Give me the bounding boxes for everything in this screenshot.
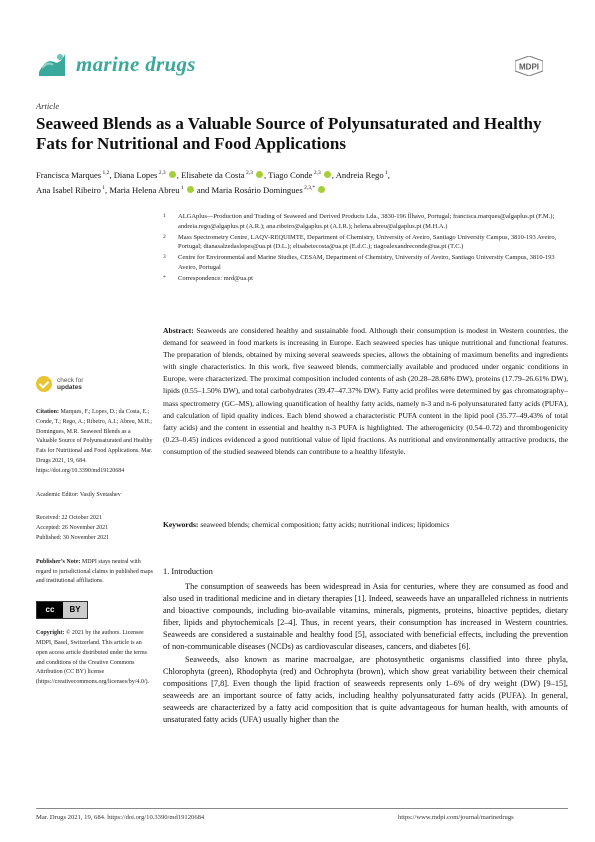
affiliation-number: 1 xyxy=(163,213,166,219)
orcid-icon[interactable] xyxy=(324,171,331,178)
author-affiliation-marker: 1 xyxy=(100,185,106,192)
footer-journal-link[interactable]: https://www.mdpi.com/journal/marinedrugs xyxy=(398,814,514,821)
affiliation-item xyxy=(163,212,568,232)
footer-divider xyxy=(36,808,568,809)
orcid-icon[interactable] xyxy=(187,186,194,193)
intro-paragraph-2: Seaweeds, also known as marine macroalgae, are photosynthetic organisms classified into three phyla, Chlorophyta (green), Rhodophyta (red) and Ochrophyta (brown), which show great variability between their chemical compositions [7,8]. Even though the lipid fraction of seaweeds represents only 1–6% of dry weight (DW) [9–15], seaweeds are an important source of fatty acids, including healthy polyunsaturated fatty acids (PUFA). In general, seaweeds are characterized by a fatty acid composition that is quite advantageous for human health, with amounts of unsaturated fatty acids (UFA) usually higher than the xyxy=(163,654,568,725)
keywords xyxy=(163,519,568,531)
intro-paragraph-1: The consumption of seaweeds has been widespread in Asia for centuries, where they are consumed as food and also used in traditional medicine and in dietary therapies [1]. Indeed, seaweeds have an unparalleled richness in nutrients and bioactive compounds, including bio-available vitamins, minerals, pigments, proteins, bioactive peptides, dietary fiber, lipids and phytochemicals [2–4]. Thus, in recent years, their consumption has increased in Western countries. Seaweeds are considered a sustainable and healthy food [5], associated with beneficial effects, including the prevention of non-communicable diseases (NCDs) as cardiovascular diseases, cancers, and diabetes [6]. xyxy=(163,582,568,652)
citation-text: Marques, F.; Lopes, D.; da Costa, E.; Conde, T.; Rego, A.; Ribeiro, A.I.; Abreu, M.H.; Domingues, M.R. Seaweed Blends as a Valuable Source of Polyunsaturated and Healthy Fats for Nutritional and Food Applications. Mar. Drugs 2021, 19, 684. https://doi.org/10.3390/md19120684 xyxy=(36,409,153,474)
author-affiliation-marker: 1 xyxy=(383,170,388,177)
affiliation-item xyxy=(163,274,568,284)
affiliation-text: ALGAplus—Production and Trading of Seaweed and Derived Products Lda., 3830-196 Ílhavo, Portugal; francisca.marques@algaplus.pt (F.M.); andreia.rego@algaplus.pt (A.R.); ana.ribeiro@algaplus.pt (A.I.R.); helena.abreu@algaplus.pt (M.H.A.) xyxy=(178,213,555,230)
citation-label: Citation: xyxy=(36,409,59,415)
journal-name: marine drugs xyxy=(76,52,196,76)
check-line1: check for xyxy=(57,377,84,384)
sidebar xyxy=(36,376,153,688)
author-affiliation-marker: 2,3 xyxy=(157,170,166,177)
author-affiliation-marker: 1,2 xyxy=(101,170,110,177)
author-name: Tiago Conde xyxy=(268,170,313,180)
author-name: Ana Isabel Ribeiro xyxy=(36,185,101,195)
author-name: Elisabete da Costa xyxy=(181,170,245,180)
received-date: Received: 22 October 2021 xyxy=(36,515,102,522)
article-title: Seaweed Blends as a Valuable Source of Polyunsaturated and Healthy Fats for Nutritional and Food Applications xyxy=(36,114,542,153)
check-line2: updates xyxy=(57,384,82,391)
footer-citation: Mar. Drugs 2021, 19, 684. https://doi.org/10.3390/md19120684 xyxy=(36,814,205,821)
orcid-icon[interactable] xyxy=(169,171,176,178)
article-type: Article xyxy=(36,101,60,111)
author-name: Maria Rosário Domingues xyxy=(211,185,303,195)
affiliation-item xyxy=(163,233,568,253)
keywords-text: seaweed blends; chemical composition; fatty acids; nutritional indices; lipidomics xyxy=(200,520,450,529)
affiliation-text: Centre for Environmental and Marine Studies, CESAM, Department of Chemistry, University of Aveiro, Santiago University Campus, 3810-193 Aveiro, Portugal xyxy=(178,254,555,271)
orcid-icon[interactable] xyxy=(318,186,325,193)
cc-by-license-icon[interactable] xyxy=(36,601,88,619)
author-name: Francisca Marques xyxy=(36,170,102,180)
copyright xyxy=(36,629,153,688)
citation xyxy=(36,408,153,477)
dates xyxy=(36,514,153,543)
affiliation-text: Correspondence: mrd@ua.pt xyxy=(178,274,253,282)
author-name: Maria Helena Abreu xyxy=(109,185,180,195)
author-name: Andreia Rego xyxy=(335,170,384,180)
affiliation-text: Mass Spectrometry Centre, LAQV-REQUIMTE, Department of Chemistry, University of Aveiro, Santiago University Campus, 3810-193 Aveiro, Portugal; dianasalzedaslopes@ua.pt (D.L.); elisabetecosta@ua.pt (E.d.C.); tiagoalexandreconde@ua.pt (T.C.) xyxy=(178,233,557,251)
orcid-icon[interactable] xyxy=(256,171,263,178)
author-affiliation-marker: 1 xyxy=(179,185,184,192)
author-affiliation-marker: 2,3 xyxy=(312,170,321,177)
copyright-label: Copyright: xyxy=(36,630,65,637)
affiliation-number: * xyxy=(163,274,166,281)
publisher-note-text: MDPI stays neutral with regard to jurisdictional claims in published maps and institutional affiliations. xyxy=(36,558,153,585)
author-affiliation-marker: 2,3 xyxy=(244,170,253,177)
abstract xyxy=(163,325,568,458)
abstract-text: Seaweeds are considered healthy and sustainable food. Although their consumption is modest in Western countries, the demand for seaweed in food markets is increasing in Europe. Each seaweed species has unique nutritional and functional features. The preparation of blends, obtained by mixing several seaweeds species, allows the obtaining of maximum benefits and ingredients with single characteristics. In this work, five seaweed blends, commercially available and produced under organic conditions in Europe, were characterized. The proximal composition included contents of ash (20.28–28.68% DW), proteins (17.79–26.61% DW), lipids (0.55–1.50% DW), and total carbohydrates (39.47–47.37% DW). Fatty acid profiles were determined by gas chromatography–mass spectrometry (GC–MS), allowing quantification of healthy fatty acids, namely n-3 and n-6 polyunsaturated fatty acids (PUFA), and calculation of lipid quality indices. Each blend showed a characteristic PUFA content in the lipid pool (35.77–49.43% of total fatty acids) and the content in essential and healthy n-3 PUFA is highlighted. The atherogenicity (0.54–0.72) and thrombogenicity (0.23–0.45) indices evidenced a good nutritional value of lipid fractions. As nutritional and environmentally attractive products, the consumption of the studied seaweed blends can contribute to a healthy lifestyle. xyxy=(163,326,569,456)
author-list: Francisca Marques $^{1,2}$, Diana Lopes $^{2,3}$ , Elisabete da Costa $^{2,3}$ , Tiago Conde $^{2,3}$ , Andreia Rego $^1$, Ana Isabel Ribeiro $^1$, Maria Helena Abreu $^1$ and Maria Rosário Domingues $^{2,3,*}$ xyxy=(36,170,390,195)
mdpi-logo-text: MDPI xyxy=(519,62,539,72)
affiliation-number: 2 xyxy=(163,233,166,240)
by-label: BY xyxy=(63,602,87,618)
published-date: Published: 30 November 2021 xyxy=(36,534,110,541)
introduction xyxy=(163,581,568,726)
accepted-date: Accepted: 26 November 2021 xyxy=(36,525,109,532)
affiliation-item xyxy=(163,253,568,273)
author-name: Diana Lopes xyxy=(113,170,158,180)
cc-label: cc xyxy=(37,602,63,618)
check-for-updates-button[interactable] xyxy=(36,376,153,392)
publisher-note-label: Publisher’s Note: xyxy=(36,558,81,565)
publisher-note xyxy=(36,558,153,587)
affiliations xyxy=(163,212,568,285)
mdpi-logo-icon xyxy=(515,56,543,76)
affiliation-number: 3 xyxy=(163,254,166,261)
section-heading: 1. Introduction xyxy=(163,567,213,576)
copyright-text: © 2021 by the authors. Licensee MDPI, Basel, Switzerland. This article is an open access article distributed under the terms and conditions of the Creative Commons Attribution (CC BY) license (https://creativecommons.org/licenses/by/4.0/). xyxy=(36,630,150,686)
checkmark-icon xyxy=(36,376,52,392)
journal-logo-icon xyxy=(36,48,68,80)
keywords-label: Keywords: xyxy=(163,520,199,529)
author-affiliation-marker: 2,3,* xyxy=(302,185,316,192)
abstract-label: Abstract: xyxy=(163,326,194,335)
academic-editor: Academic Editor: Vasily Svetashev xyxy=(36,491,121,498)
